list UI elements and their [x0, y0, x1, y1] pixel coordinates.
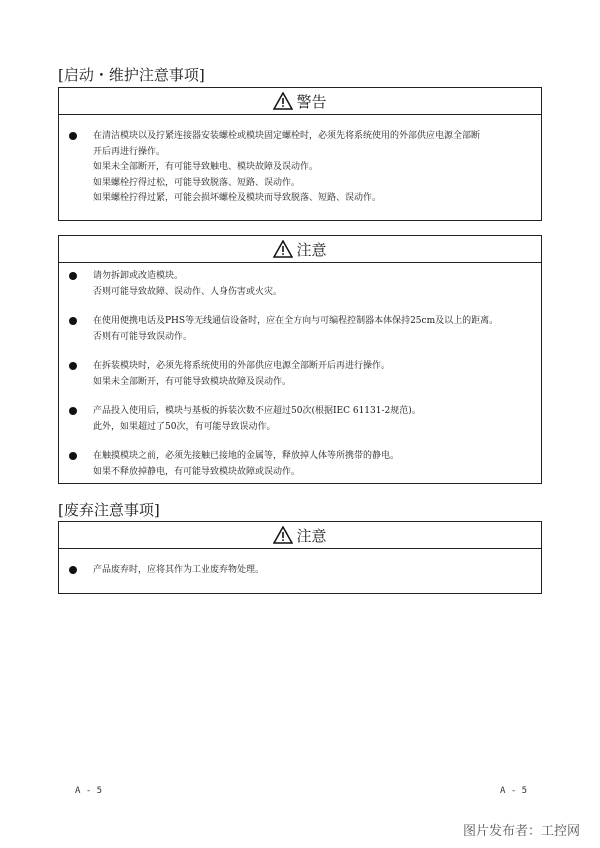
- warning-triangle-icon: [273, 240, 293, 258]
- caution-box-header: [59, 522, 541, 549]
- bullet-dot-icon: [69, 566, 77, 574]
- item-line: 此外，如果超过了50次，有可能导致误动作。: [93, 421, 276, 432]
- caution-box-header: [59, 236, 541, 263]
- item-line: 在拆装模块时，必须先将系统使用的外部供应电源全部断开后再进行操作。: [93, 361, 391, 371]
- warning-box: [58, 87, 542, 221]
- item-line: 如果不释放掉静电，有可能导致模块故障或误动作。: [93, 466, 301, 477]
- list-item: [69, 129, 529, 207]
- item-line: 开后再进行操作。: [93, 146, 166, 157]
- bullet-dot-icon: [69, 407, 77, 415]
- watermark-text: 图片发布者：工控网: [462, 824, 580, 839]
- caution-box-title: 注意: [296, 240, 327, 259]
- page-number-left: A - 5: [75, 786, 103, 796]
- section-title-disposal: [废弃注意事项]: [58, 501, 160, 519]
- item-line: 如果未全部断开，有可能导致模块故障及误动作。: [93, 376, 292, 387]
- item-line: 如果螺栓拧得过紧，可能会损坏螺栓及模块而导致脱落、短路、误动作。: [93, 193, 382, 203]
- item-line: 如果螺栓拧得过松，可能导致脱落、短路、误动作。: [93, 177, 301, 188]
- caution-box-disposal: [58, 521, 542, 594]
- list-item: [69, 269, 529, 300]
- item-line: 在触摸模块之前，必须先接触已接地的金属等，释放掉人体等所携带的静电。: [93, 451, 400, 461]
- caution-box-startup: [58, 235, 542, 484]
- list-item: [69, 449, 529, 480]
- bullet-dot-icon: [69, 317, 77, 325]
- item-line: 产品投入使用后，模块与基板的拆装次数不应超过50次(根据IEC 61131-2规范)。: [93, 406, 421, 416]
- list-item: [69, 359, 529, 390]
- item-line: 否则有可能导致误动作。: [93, 331, 193, 342]
- item-line: 请勿拆卸或改造模块。: [93, 271, 184, 281]
- list-item: [69, 563, 529, 579]
- warning-box-header: [59, 88, 541, 115]
- list-item: [69, 314, 529, 345]
- item-line: 如果未全部断开，有可能导致触电、模块故障及误动作。: [93, 162, 319, 172]
- bullet-dot-icon: [69, 132, 77, 140]
- warning-triangle-icon: [273, 92, 293, 110]
- bullet-dot-icon: [69, 362, 77, 370]
- caution-box-title: 注意: [296, 526, 327, 545]
- item-line: 产品废弃时，应将其作为工业废弃物处理。: [93, 565, 265, 575]
- warning-triangle-icon: [273, 526, 293, 544]
- warning-box-title: 警告: [296, 92, 327, 111]
- bullet-dot-icon: [69, 272, 77, 280]
- item-line: 否则可能导致故障、误动作、人身伤害或火灾。: [93, 286, 283, 297]
- bullet-dot-icon: [69, 452, 77, 460]
- item-line: 在使用便携电话及PHS等无线通信设备时，应在全方向与可编程控制器本体保持25cm及以上的距离。: [93, 316, 499, 326]
- item-line: 在清洁模块以及拧紧连接器安装螺栓或模块固定螺栓时，必须先将系统使用的外部供应电源全部断: [93, 131, 481, 141]
- list-item: [69, 404, 529, 435]
- section-title-startup: [启动・维护注意事项]: [58, 66, 205, 84]
- page-number-right: A - 5: [500, 786, 528, 796]
